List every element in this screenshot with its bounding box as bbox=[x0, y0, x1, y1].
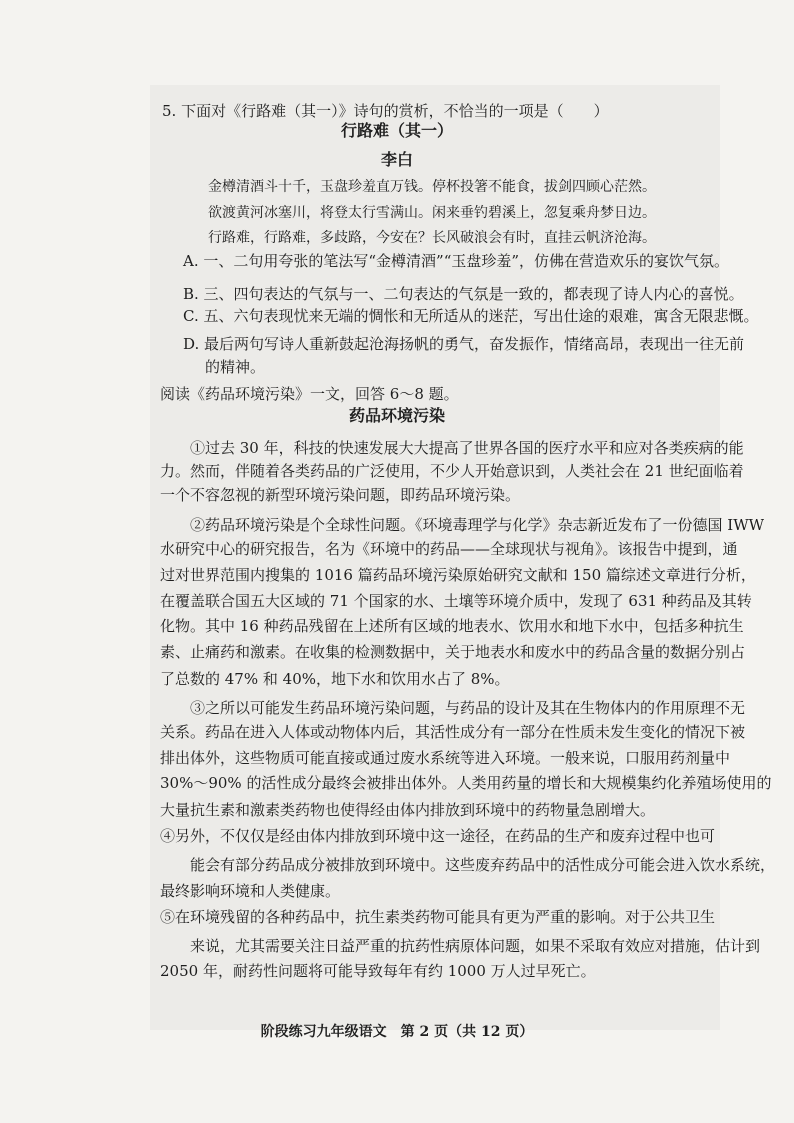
para-5-line-2: 2050 年，耐药性问题将可能导致每年有约 1000 万人过早死亡。 bbox=[160, 962, 596, 980]
para-2-line-4: 在覆盖联合国五大区域的 71 个国家的水、土壤等环境介质中，发现了 631 种药品及其转 bbox=[160, 592, 752, 610]
poem-line-3: 行路难，行路难，多歧路，今安在？长风破浪会有时，直挂云帆济沧海。 bbox=[208, 230, 656, 246]
question-5-stem: 5. 下面对《行路难（其一）》诗句的赏析，不恰当的一项是（ ） bbox=[162, 102, 609, 120]
para-4-line-1: 能会有部分药品成分被排放到环境中。这些废弃药品中的活性成分可能会进入饮水系统， bbox=[190, 856, 776, 874]
article-title: 药品环境污染 bbox=[348, 406, 445, 425]
para-1-line-3: 一个不容忽视的新型环境污染问题，即药品环境污染。 bbox=[160, 486, 521, 504]
poem-author: 李白 bbox=[380, 150, 413, 169]
para-3-line-6: ④另外，不仅仅是经由体内排放到环境中这一途径，在药品的生产和废弃过程中也可 bbox=[160, 827, 716, 845]
reading-instruction: 阅读《药品环境污染》一文，回答 6～8 题。 bbox=[160, 385, 459, 403]
para-3-line-2: 关系。药品在进入人体或动物体内后，其活性成分有一部分在性质未发生变化的情况下被 bbox=[160, 723, 746, 741]
para-5-line-1: 来说，尤其需要关注日益严重的抗药性病原体问题，如果不采取有效应对措施，估计到 bbox=[190, 937, 761, 955]
para-2-line-3: 过对世界范围内搜集的 1016 篇药品环境污染原始研究文献和 150 篇综述文章进行分析， bbox=[160, 566, 756, 584]
para-2-line-5: 化物。其中 16 种药品残留在上述所有区域的地表水、饮用水和地下水中，包括多种抗生 bbox=[160, 617, 744, 635]
para-3-line-4: 30%～90% 的活性成分最终会被排出体外。人类用药量的增长和大规模集约化养殖场使用的 bbox=[160, 774, 772, 792]
para-4-line-2: 最终影响环境和人类健康。 bbox=[160, 882, 341, 900]
option-d: D. 最后两句写诗人重新鼓起沧海扬帆的勇气，奋发振作，情绪高昂，表现出一往无前 bbox=[183, 335, 745, 353]
page-footer: 阶段练习九年级语文 第 2 页（共 12 页） bbox=[260, 1024, 534, 1040]
poem-line-2: 欲渡黄河冰塞川，将登太行雪满山。闲来垂钓碧溪上，忽复乘舟梦日边。 bbox=[208, 205, 656, 221]
para-3-line-5: 大量抗生素和激素类药物也使得经由体内排放到环境中的药物量急剧增大。 bbox=[160, 801, 656, 819]
para-2-line-7: 了总数的 47% 和 40%，地下水和饮用水占了 8%。 bbox=[160, 670, 510, 688]
para-2-line-2: 水研究中心的研究报告，名为《环境中的药品——全球现状与视角》。该报告中提到，通 bbox=[160, 540, 738, 558]
para-3-line-1: ③之所以可能发生药品环境污染问题，与药品的设计及其在生物体内的作用原理不无 bbox=[190, 699, 746, 717]
option-d-cont: 的精神。 bbox=[205, 358, 266, 376]
poem-line-1: 金樽清酒斗十千，玉盘珍羞直万钱。停杯投箸不能食，拔剑四顾心茫然。 bbox=[208, 179, 656, 195]
para-1-line-1: ①过去 30 年，科技的快速发展大大提高了世界各国的医疗水平和应对各类疾病的能 bbox=[190, 439, 744, 457]
option-a: A. 一、二句用夸张的笔法写“金樽清酒”“玉盘珍羞”，仿佛在营造欢乐的宴饮气氛。 bbox=[183, 252, 730, 270]
para-3-line-3: 排出体外，这些物质可能直接或通过废水系统等进入环境。一般来说，口服用药剂量中 bbox=[160, 749, 731, 767]
option-c: C. 五、六句表现忧来无端的惆怅和无所适从的迷茫，写出仕途的艰难，寓含无限悲慨。 bbox=[183, 307, 759, 325]
para-2-line-6: 素、止痛药和激素。在收集的检测数据中，关于地表水和废水中的药品含量的数据分别占 bbox=[160, 643, 746, 661]
poem-title: 行路难（其一） bbox=[340, 121, 453, 140]
para-4-line-3: ⑤在环境残留的各种药品中，抗生素类药物可能具有更为严重的影响。对于公共卫生 bbox=[160, 908, 716, 926]
para-2-line-1: ②药品环境污染是个全球性问题。《环境毒理学与化学》杂志新近发布了一份德国 IWW bbox=[190, 516, 765, 534]
option-b: B. 三、四句表达的气氛与一、二句表达的气氛是一致的，都表现了诗人内心的喜悦。 bbox=[183, 285, 744, 303]
para-1-line-2: 力。然而，伴随着各类药品的广泛使用，不少人开始意识到，人类社会在 21 世纪面临着 bbox=[160, 462, 744, 480]
